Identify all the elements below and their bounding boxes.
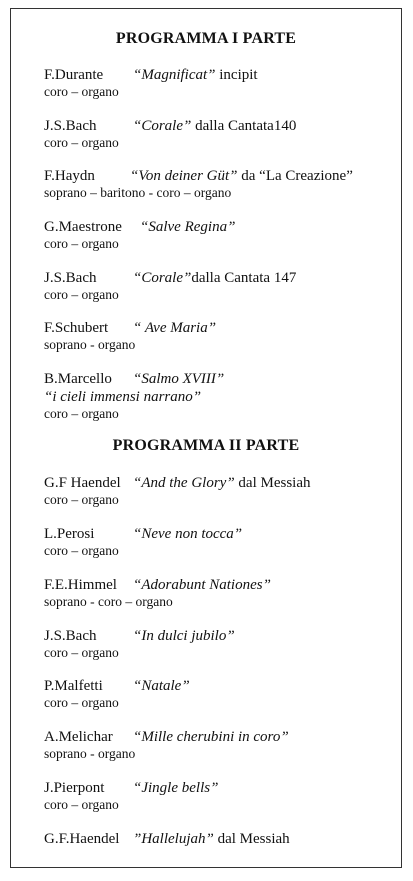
piece-title: “Natale” [133, 678, 190, 694]
entry-line [44, 576, 399, 594]
entry-line [44, 66, 399, 84]
performers: coro – organo [44, 236, 119, 251]
program-entry [44, 269, 399, 303]
piece-title: “Jingle bells” [133, 780, 219, 796]
piece-title: “ Ave Maria” [133, 320, 217, 336]
performers: soprano - organo [44, 337, 136, 352]
entry-line [44, 319, 399, 337]
entry-line [44, 370, 399, 388]
composer-name: F.Durante [44, 67, 104, 83]
piece-title: “Mille cherubini in coro” [133, 729, 289, 745]
program-entry [44, 370, 399, 422]
program-frame [10, 8, 402, 868]
program-entry [44, 319, 399, 353]
piece-title: “And the Glory” [133, 475, 235, 491]
program-entry [44, 677, 399, 711]
performers: coro – organo [44, 287, 119, 302]
entry-line [44, 218, 399, 236]
composer-name: G.F Haendel [44, 475, 121, 491]
performers: soprano – baritono - coro – organo [44, 185, 232, 200]
piece-title: “Corale” [133, 270, 192, 286]
piece-title: “Neve non tocca” [133, 526, 243, 542]
piece-extra: da “La Creazione” [237, 168, 353, 184]
composer-name: J.S.Bach [44, 628, 97, 644]
piece-extra: incipit [215, 67, 258, 83]
composer-name: J.Pierpont [44, 780, 105, 796]
entry-line [44, 627, 399, 645]
piece-title: “Magnificat” [133, 67, 216, 83]
piece-title: “Von deiner Güt” [130, 168, 238, 184]
composer-name: J.S.Bach [44, 270, 97, 286]
program-entry [44, 576, 399, 610]
piece-extra: dalla Cantata140 [191, 118, 297, 134]
program-entry [44, 779, 399, 813]
program-entry [44, 117, 399, 151]
composer-name: A.Melichar [44, 729, 113, 745]
entry-line [44, 269, 399, 287]
piece-extra: dal Messiah [234, 475, 311, 491]
composer-name: L.Perosi [44, 526, 95, 542]
composer-name: F.Haydn [44, 168, 95, 184]
piece-subtitle: “i cieli immensi narrano” [44, 389, 202, 405]
entry-line [44, 525, 399, 543]
piece-title: “In dulci jubilo” [133, 628, 235, 644]
program-entry [44, 830, 399, 848]
performers: soprano - coro – organo [44, 594, 173, 609]
entry-line [44, 677, 399, 695]
composer-name: B.Marcello [44, 371, 112, 387]
performers: coro – organo [44, 135, 119, 150]
composer-name: J.S.Bach [44, 118, 97, 134]
entry-line [44, 474, 399, 492]
performers: coro – organo [44, 645, 119, 660]
composer-name: G.F.Haendel [44, 831, 120, 847]
program-entry [44, 728, 399, 762]
performers: coro – organo [44, 84, 119, 99]
piece-title: ”Hallelujah” [133, 831, 214, 847]
piece-title: “Corale” [133, 118, 192, 134]
piece-extra: dalla Cantata 147 [191, 270, 297, 286]
entry-line [44, 779, 399, 797]
composer-name: P.Malfetti [44, 678, 103, 694]
part2-heading: PROGRAMMA II PARTE [112, 437, 300, 454]
performers: coro – organo [44, 492, 119, 507]
performers: coro – organo [44, 406, 119, 421]
program-entry [44, 66, 399, 100]
performers: soprano - organo [44, 746, 136, 761]
entry-line [44, 728, 399, 746]
piece-extra: dal Messiah [213, 831, 290, 847]
piece-title: “Salmo XVIII” [133, 371, 225, 387]
performers: coro – organo [44, 797, 119, 812]
composer-name: F.Schubert [44, 320, 109, 336]
entry-line [44, 167, 399, 185]
performers: coro – organo [44, 543, 119, 558]
part1-heading: PROGRAMMA I PARTE [115, 30, 297, 47]
program-entry [44, 167, 399, 201]
entry-line [44, 117, 399, 135]
program-entry [44, 218, 399, 252]
program-entry [44, 474, 399, 508]
piece-title: “Salve Regina” [140, 219, 236, 235]
program-entry [44, 627, 399, 661]
piece-title: “Adorabunt Nationes” [133, 577, 271, 593]
composer-name: F.E.Himmel [44, 577, 117, 593]
program-entry [44, 525, 399, 559]
entry-line [44, 830, 399, 848]
performers: coro – organo [44, 695, 119, 710]
composer-name: G.Maestrone [44, 219, 122, 235]
